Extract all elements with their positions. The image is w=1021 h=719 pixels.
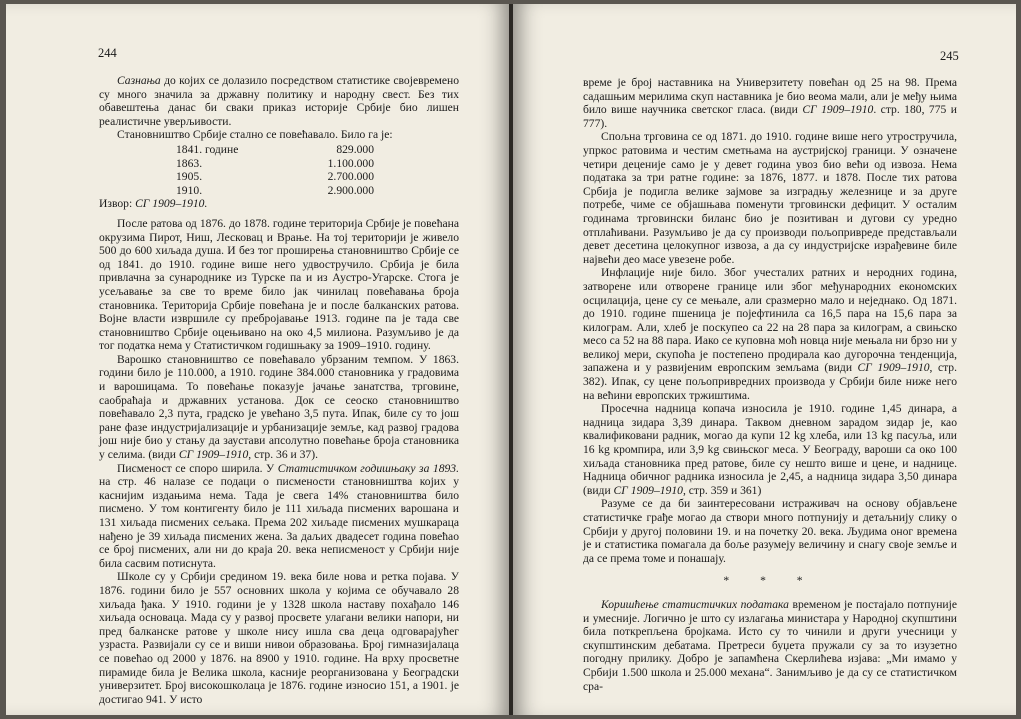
emphasis: Сазнања (117, 74, 161, 87)
paragraph: Варошко становништво се повећавало убрзаним темпом. У 1863. години било је 110.000, а 1910. године 384.000 становника у градовима и варошицама. То повећање показује јачање занатства, трговине, саобраћаја и државних установа. Док се сеоско становништво повећавало 2,3 пута, градско је увећано 3,5 пута. Ипак, биле су то још ране фазе индустријализације и урбанизације земље, кад развој градова још није био у стању да заустави апсолутно повећање броја становника у селима. (види СГ 1909–1910, стр. 36 и 37). (99, 352, 459, 462)
section-separator: * * * (723, 574, 817, 588)
paragraph: Просечна надница копача износила је 1910. године 1,45 динара, а надница зидара 3,39 динара. Таквом дневном зарадом зидар је, као квалификовани радник, могао да купи 12 kg хлеба, или 13 kg пасуља, или 16 kg кромпира, или 3,9 kg свињског меса. У Београду, вароши са око 100 хиљада становника пред ратове, биле су нешто више и цене, и наднице. Надница обичног радника износила је 2,45, а надница зидара 3,50 динара (види СГ 1909–1910, стр. 359 и 361) (583, 402, 957, 497)
paragraph: Инфлације није било. Због учесталих ратних и неродних година, затворене или отворене границе или због међународних економских осцилација, цене су се мењале, али сразмерно мало и неједнако. Од 1871. до 1910. године пшеница је појефтинила са 16,5 пара на 15,6 пара за килограм. Али, хлеб је поскупео са 22 на 28 пара за килограм, а свињско месо са 52 на 88 пара. Иако се куповна моћ новца није мењала ни брзо ни у великој мери, скупоћа је постепено продирала као дугорочна тенденција, запажена и у развијеним европским земљама (види СГ 1909–1910, стр. 382). Ипак, су цене пољопривредних производа у Србији биле ниже него на већини европских тржиштима. (583, 266, 957, 402)
table-row: 1863. 1.100.000 (176, 156, 374, 170)
paragraph: Сазнања до којих се долазило посредством статистике својевремено су много значила за државну политику и народну свест. Без тих обавештења данас би сваки приказ историје Србије био лишен реалистичне уверљивости. (99, 74, 459, 128)
left-page (6, 4, 509, 715)
page-number: 244 (98, 46, 117, 60)
paragraph: Разуме се да би заинтересовани истраживач на основу објављене статистичке грађе могао да створи много потпунију и детаљнију слику о Србији у другој половини 19. и на почетку 20. века. Људима оног времена је и статистика помагала да боље разумеју величину и снагу своје земље и да се према томе и понашају. (583, 497, 957, 565)
page-number: 245 (940, 49, 959, 63)
paragraph: Спољна трговина се од 1871. до 1910. године више него утростручила, упркос ратовима и честим сметњама на аустријској граници. У означене четири деценије само је у девет година увоз био већи од извоза. Нема података за три ратне године: за 1876, 1877. и 1878. После тих ратова Србија је подигла велике зајмове за изградњу железнице и за друге потребе, чиме се објашњава поменути трговински дефицит. У осталим годинама трговински биланс био је позитиван и дугови су уредно отплаћивани. Разумљиво је да су производи пољопривреде представљали девет десетина целокупног извоза, а да су индустријске израђевине биле највећи део масе увезене робе. (583, 130, 957, 266)
paragraph: Коришћење статистичких података временом је постајало потпуније и умесније. Логично је што су излагања министара у Народној скупштини била поткрепљена бројкама. Исто су то чинили и други учесници у скупштинским дебатама. Претреси буџета пружали су за то изузетно погодну прилику. Добро је запамћена Скерлићева изјава: „Ми имамо у Србији 1.500 школа и 25.000 механа“. Занимљиво је да су се статистичком сра- (583, 597, 957, 693)
table-row: 1841. године 829.000 (176, 142, 374, 156)
table-row: 1910. 2.900.000 (176, 183, 374, 197)
paragraph: Становништво Србије стално се повећавало. Било га је: (117, 128, 393, 142)
table-row: 1905. 2.700.000 (176, 170, 374, 184)
right-page (513, 4, 1016, 715)
source-line: Извор: СГ 1909–1910. (99, 197, 208, 211)
page-body (99, 74, 459, 706)
paragraph: време је број наставника на Универзитету повећан од 25 на 98. Према садашњим мерилима скуп наставника је био веома мали, али је међу њима било више научника светског гласа. (види СГ 1909–1910. стр. 180, 775 и 777). (583, 76, 957, 130)
paragraph: Школе су у Србији средином 19. века биле нова и ретка појава. У 1876. години било је 557 основних школа у којима се обучавало 28 хиљада ђака. У 1910. години је у 1328 школа наставу похађало 146 хиљада основаца. Мада су у развој просвете улагани велики напори, ни пред балканске ратове у школе нису ишла сва деца одговарајућег узраста. Развијали су се и виши нивои образовања. Број гимназијалаца се повећао од 2000 у 1876. на 8900 у 1910. године. На врху просветне пирамиде била је Велика школа, касније реорганизована у Београдски универзитет. Број високошколаца је 1876. године износио 151, а 1901. је достигао 941. У исто (99, 570, 459, 706)
population-table (99, 143, 459, 197)
paragraph: Писменост се споро ширила. У Статистичком годишњаку за 1893. на стр. 46 налазе се подаци о писмености становништва којих у каснијим издањима нема. Тада је свега 14% становништва било писмено. У том контигенту било је 111 хиљада писмених варошана и 131 хиљада писмених сељака. Према 202 хиљаде писмених мушкараца нађено је 39 хиљада писмених жена. За даљих двадесет година повећао се број писмених, али ни до краја 20. века неписменост у Србији није била сасвим потиснута. (99, 461, 460, 570)
book-spread (6, 4, 1016, 715)
paragraph: После ратова од 1876. до 1878. године територија Србије је повећана окрузима Пирот, Ниш, Лесковац и Врање. На тој територији је живело 500 до 600 хиљада душа. И без тог проширења становништво Србије се од 1841. до 1910. године више него удвостручило. Србија је била привлачна за сународнике из Турске па и из Аустро-Угарске. Стога је усељавање за све то време било јак чинилац повећавања броја становника. Територија Србије повећана је и после балканских ратова. Војне власти извршиле су пребројавање 1913. године па је тада све становништво Србије оцењивано на око 4,5 милиона. Разумљиво је да тог податка нема у Статистичком годишњаку за 1909–1910. годину. (99, 216, 459, 353)
page-body (583, 76, 957, 693)
